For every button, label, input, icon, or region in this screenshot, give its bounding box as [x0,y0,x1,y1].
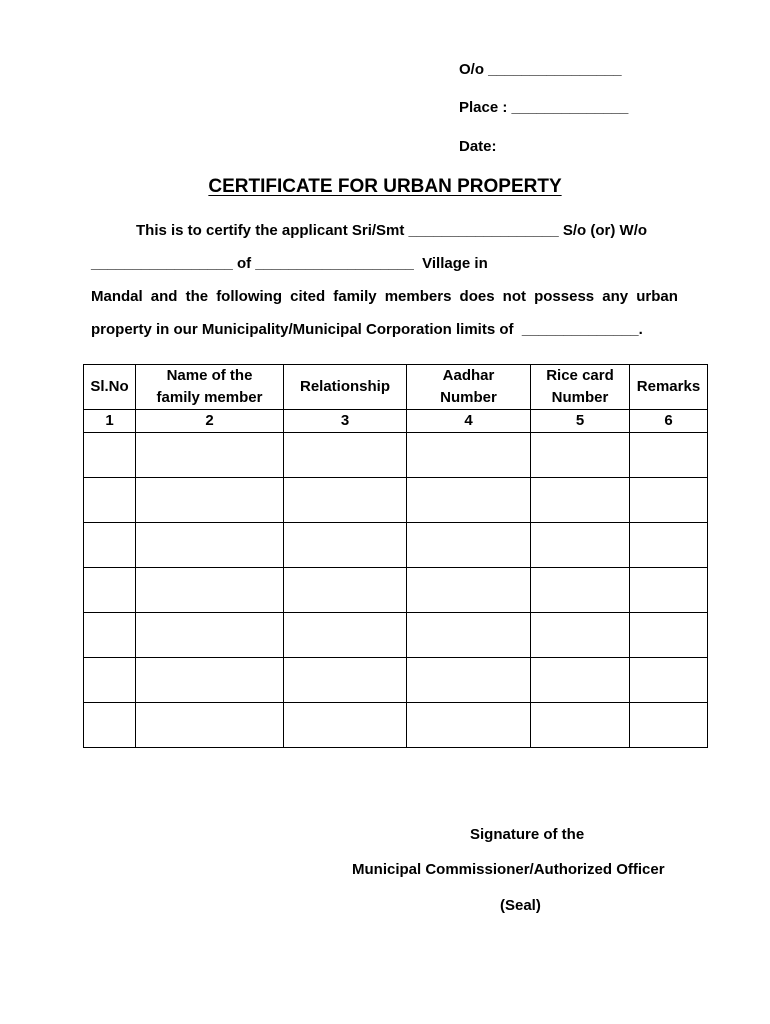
table-row [84,478,708,523]
line-3-word: the [185,288,209,305]
empty-cell[interactable] [84,523,136,568]
header-name-of-family-member: Name of the family member [136,365,284,410]
empty-cell[interactable] [407,433,531,478]
signature-label: Signature of the [470,826,585,843]
line-3-word: urban [636,288,678,305]
empty-cell[interactable] [531,703,630,748]
line-3-word: and [150,288,178,305]
empty-cell[interactable] [407,703,531,748]
column-number: 1 [84,410,136,433]
empty-cell[interactable] [284,568,407,613]
table-row [84,613,708,658]
certify-line-1: This is to certify the applicant Sri/Smt __________________ S/o (or) W/o [136,222,648,239]
empty-cell[interactable] [630,613,708,658]
certify-line-4: property in our Municipality/Municipal Corporation limits of ______________. [91,321,643,338]
empty-cell[interactable] [84,433,136,478]
column-number-row [84,410,708,433]
empty-cell[interactable] [136,658,284,703]
signatory-title: Municipal Commissioner/Authorized Officer [352,861,665,878]
date-field: Date: [459,138,497,155]
empty-cell[interactable] [531,478,630,523]
line-3-word: members [384,288,452,305]
column-number: 2 [136,410,284,433]
column-number: 6 [630,410,708,433]
empty-cell[interactable] [84,478,136,523]
certify-line-3 [91,288,678,305]
column-number: 3 [284,410,407,433]
table-row [84,658,708,703]
empty-cell[interactable] [407,478,531,523]
header-sl-no: Sl.No [84,365,136,410]
column-number: 4 [407,410,531,433]
empty-cell[interactable] [84,658,136,703]
empty-cell[interactable] [531,613,630,658]
empty-cell[interactable] [630,478,708,523]
empty-cell[interactable] [136,613,284,658]
empty-cell[interactable] [630,658,708,703]
empty-cell[interactable] [284,613,407,658]
empty-cell[interactable] [630,433,708,478]
table-row [84,523,708,568]
line-3-word: Mandal [91,288,143,305]
table-row [84,568,708,613]
table-header-row [84,365,708,410]
empty-cell[interactable] [531,568,630,613]
empty-cell[interactable] [630,703,708,748]
empty-cell[interactable] [84,613,136,658]
header-remarks: Remarks [630,365,708,410]
empty-cell[interactable] [284,433,407,478]
empty-cell[interactable] [531,523,630,568]
empty-cell[interactable] [407,658,531,703]
empty-cell[interactable] [84,568,136,613]
empty-cell[interactable] [531,658,630,703]
empty-cell[interactable] [407,523,531,568]
empty-cell[interactable] [136,523,284,568]
empty-cell[interactable] [531,433,630,478]
place-field: Place : ______________ [459,99,629,116]
header-relationship: Relationship [284,365,407,410]
line-3-word: possess [534,288,595,305]
column-number: 5 [531,410,630,433]
empty-cell[interactable] [630,523,708,568]
table-row [84,703,708,748]
line-3-word: any [602,288,629,305]
empty-cell[interactable] [630,568,708,613]
line-3-word: not [502,288,526,305]
office-field: O/o ________________ [459,61,622,78]
line-3-word: following [216,288,283,305]
empty-cell[interactable] [136,568,284,613]
empty-cell[interactable] [407,568,531,613]
empty-cell[interactable] [284,703,407,748]
header-rice-card-number: Rice card Number [531,365,630,410]
empty-cell[interactable] [136,703,284,748]
line-3-word: does [459,288,495,305]
seal-label: (Seal) [500,897,541,914]
family-members-table [83,364,708,748]
line-3-word: cited [290,288,326,305]
empty-cell[interactable] [284,523,407,568]
empty-cell[interactable] [284,478,407,523]
line-3-word: family [333,288,377,305]
document-title: CERTIFICATE FOR URBAN PROPERTY [208,176,562,197]
empty-cell[interactable] [407,613,531,658]
empty-cell[interactable] [136,478,284,523]
empty-cell[interactable] [136,433,284,478]
empty-cell[interactable] [284,658,407,703]
header-aadhar-number: Aadhar Number [407,365,531,410]
certify-line-2: _________________ of ___________________ Village in [91,255,488,272]
table-row [84,433,708,478]
empty-cell[interactable] [84,703,136,748]
